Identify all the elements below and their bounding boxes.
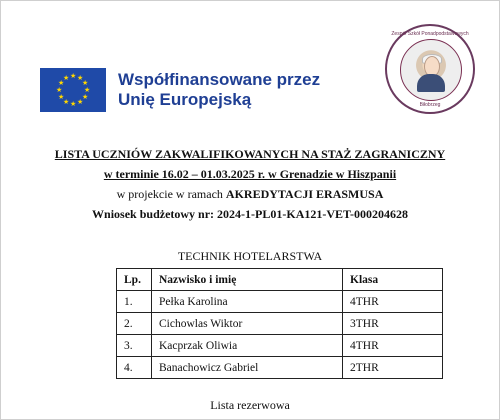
project-line-prefix: w projekcie w ramach — [116, 187, 226, 201]
row-number: 3. — [117, 335, 152, 357]
eu-logo-line1: Współfinansowane przez — [118, 70, 321, 89]
student-class: 2THR — [343, 357, 443, 379]
eu-logo-line2: Unię Europejską — [118, 90, 252, 109]
students-table — [116, 268, 443, 379]
table-row — [117, 357, 443, 379]
header-class: Klasa — [343, 269, 443, 291]
student-name: Cichowlas Wiktor — [152, 313, 343, 335]
section-title: TECHNIK HOTELARSTWA — [177, 249, 323, 263]
eu-logo-text — [118, 70, 320, 110]
header-lp: Lp. — [117, 269, 152, 291]
table-row — [117, 291, 443, 313]
student-name: Kacprzak Oliwia — [152, 335, 343, 357]
student-name: Banachowicz Gabriel — [152, 357, 343, 379]
document-subtitle-dates: w terminie 16.02 – 01.03.2025 r. w Grenadzie w Hiszpanii — [103, 167, 397, 181]
project-line-bold: AKREDYTACJI ERASMUSA — [225, 187, 384, 201]
eu-cofinancing-logo — [40, 68, 320, 112]
seal-top-text: Zespół Szkół Ponadpodstawowych — [391, 31, 469, 37]
eu-flag-icon: ★ ★ ★ ★ ★ ★ ★ ★ ★ ★ ★ ★ — [40, 68, 106, 112]
student-class: 3THR — [343, 313, 443, 335]
table-row — [117, 335, 443, 357]
student-class: 4THR — [343, 291, 443, 313]
reserve-list-heading: Lista rezerwowa — [210, 398, 290, 412]
table-row — [117, 313, 443, 335]
student-class: 4THR — [343, 335, 443, 357]
table-header-row — [117, 269, 443, 291]
school-seal-logo — [385, 24, 475, 114]
row-number: 2. — [117, 313, 152, 335]
student-name: Pełka Karolina — [152, 291, 343, 313]
project-line — [0, 187, 500, 202]
row-number: 1. — [117, 291, 152, 313]
budget-application-number: Wniosek budżetowy nr: 2024-1-PL01-KA121-VET-000204628 — [92, 207, 408, 221]
portrait-icon — [400, 39, 462, 101]
header-name: Nazwisko i imię — [152, 269, 343, 291]
seal-bottom-text: Biłobrzeg — [419, 102, 441, 108]
row-number: 4. — [117, 357, 152, 379]
document-title: LISTA UCZNIÓW ZAKWALIFIKOWANYCH NA STAŻ ZAGRANICZNY — [54, 147, 446, 161]
